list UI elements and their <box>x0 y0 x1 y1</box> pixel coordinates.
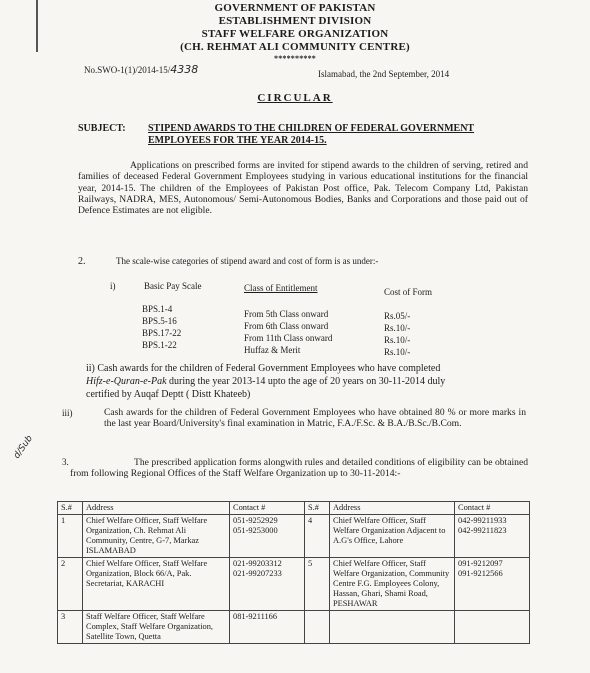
offices-header-contact: Contact # <box>230 502 305 515</box>
scale-row-3-cost: Rs.10/- <box>384 335 411 345</box>
office-address: Chief Welfare Officer, Staff Welfare Organization, Ch. Rehmat Ali Community, Centre, G-7, Markaz ISLAMABAD <box>83 515 230 558</box>
offices-header-contact-2: Contact # <box>455 502 530 515</box>
office-contact: 091-9212097 091-9212566 <box>455 558 530 611</box>
offices-header-sno-2: S.# <box>305 502 330 515</box>
offices-header-address-2: Address <box>330 502 455 515</box>
subject-line-1: STIPEND AWARDS TO THE CHILDREN OF FEDERAL GOVERNMENT <box>148 123 475 134</box>
table-row <box>58 515 530 558</box>
scale-row-4-cost: Rs.10/- <box>384 347 411 357</box>
subject-line-2: EMPLOYEES FOR THE YEAR 2014-15. <box>148 135 327 146</box>
office-address: Chief Welfare Officer, Staff Welfare Organization, Community Centre F.G. Employees Colony, Hassan, Ghari, Shami Road, PESHAWAR <box>330 558 455 611</box>
sub-item-i: i) <box>110 281 116 291</box>
paragraph-ii-line-2-rest: during the year 2013-14 upto the age of 20 years on 30-11-2014 duly <box>166 376 446 387</box>
hifz-term: Hifz-e-Quran-e-Pak <box>86 376 167 387</box>
office-contact: 051-9252929 051-9253000 <box>230 515 305 558</box>
offices-header-address: Address <box>83 502 230 515</box>
scale-row-1-class: From 5th Class onward <box>244 309 329 319</box>
office-address: Chief Welfare Officer, Staff Welfare Organization, Block 66/A, Pak. Secretariat, KARACHI <box>83 558 230 611</box>
scale-row-2-cost: Rs.10/- <box>384 323 411 333</box>
offices-header-row <box>58 502 530 515</box>
office-number <box>305 611 330 644</box>
paragraph-2-number: 2. <box>78 256 86 267</box>
paragraph-1: Applications on prescribed forms are invited for stipend awards to the children of serving, retired and families of deceased Federal Government Employees studying in various educational institutions for the financial year, 2014-15. The children of the Employees of Pakistan Post office, Pak. Telecom Company Ltd, Pakistan Railways, NADRA, MES, Autonomous/ Semi-Autonomous Bodies, Banks and Corporations and those paid out of Defence Estimates are not eligible. <box>78 160 528 217</box>
reference-handwritten: 4338 <box>170 63 199 76</box>
office-number: 2 <box>58 558 83 611</box>
scale-header-cost: Cost of Form <box>384 287 433 297</box>
place-date: Islamabad, the 2nd September, 2014 <box>318 69 450 79</box>
header-line-2: ESTABLISHMENT DIVISION <box>218 15 372 27</box>
office-address <box>330 611 455 644</box>
paragraph-3: The prescribed application forms alongwith rules and detailed conditions of eligibility can be obtained from following Regional Offices of the Staff Welfare Organization up to 30-11-2014:- <box>70 457 528 480</box>
office-address: Chief Welfare Officer, Staff Welfare Organization Adjacent to A.G's Office, Lahore <box>330 515 455 558</box>
document-type: CIRCULAR <box>257 92 333 104</box>
scale-row-4-class: Huffaz & Merit <box>244 345 301 355</box>
offices-header-sno: S.# <box>58 502 83 515</box>
office-contact <box>455 611 530 644</box>
handwritten-margin-note: d/Sub <box>12 433 36 461</box>
scale-row-2-bps: BPS.5-16 <box>142 316 177 326</box>
scale-header-entitlement: Class of Entitlement <box>244 283 318 293</box>
reference-number <box>84 63 198 76</box>
office-number: 4 <box>305 515 330 558</box>
offices-table <box>57 501 530 644</box>
scale-row-3-bps: BPS.17-22 <box>142 328 182 338</box>
paragraph-2-text: The scale-wise categories of stipend award and cost of form is as under:- <box>116 256 379 266</box>
paragraph-ii-line-1: ii) Cash awards for the children of Federal Government Employees who have completed <box>86 363 441 374</box>
header-line-3: STAFF WELFARE ORGANIZATION <box>201 28 389 40</box>
subject-label: SUBJECT: <box>78 123 126 134</box>
scale-row-4-bps: BPS.1-22 <box>142 340 177 350</box>
paragraph-ii-line-3: certified by Auqaf Deptt ( Distt Khateeb) <box>86 389 251 400</box>
table-row <box>58 611 530 644</box>
scale-header-pay-scale: Basic Pay Scale <box>144 281 202 291</box>
table-row <box>58 558 530 611</box>
scale-row-1-bps: BPS.1-4 <box>142 304 173 314</box>
paragraph-ii-line-2 <box>86 375 445 388</box>
office-contact: 021-99203312 021-99207233 <box>230 558 305 611</box>
office-contact: 042-99211933 042-99211823 <box>455 515 530 558</box>
sub-item-iii: iii) <box>62 408 73 418</box>
office-number: 5 <box>305 558 330 611</box>
office-contact: 081-9211166 <box>230 611 305 644</box>
scale-row-2-class: From 6th Class onward <box>244 321 329 331</box>
reference-prefix: No.SWO-1(1)/2014-15/ <box>84 65 171 75</box>
paragraph-3-number: 3. <box>62 457 69 467</box>
office-address: Staff Welfare Officer, Staff Welfare Complex, Staff Welfare Organization, Satellite Town, Quetta <box>83 611 230 644</box>
scale-row-3-class: From 11th Class onward <box>244 333 333 343</box>
paragraph-ii <box>86 362 445 401</box>
header-stars: ********** <box>274 54 316 63</box>
header-line-4: (CH. REHMAT ALI COMMUNITY CENTRE) <box>180 41 410 53</box>
scale-row-1-cost: Rs.05/- <box>384 311 411 321</box>
header-line-1: GOVERNMENT OF PAKISTAN <box>214 2 376 14</box>
office-number: 1 <box>58 515 83 558</box>
paragraph-iii: Cash awards for the children of Federal Government Employees who have obtained 80 % or more marks in the last year Board/University's final examination in Matric, F.A./F.Sc. & B.A./B.Sc./B.Com. <box>104 407 526 430</box>
office-number: 3 <box>58 611 83 644</box>
